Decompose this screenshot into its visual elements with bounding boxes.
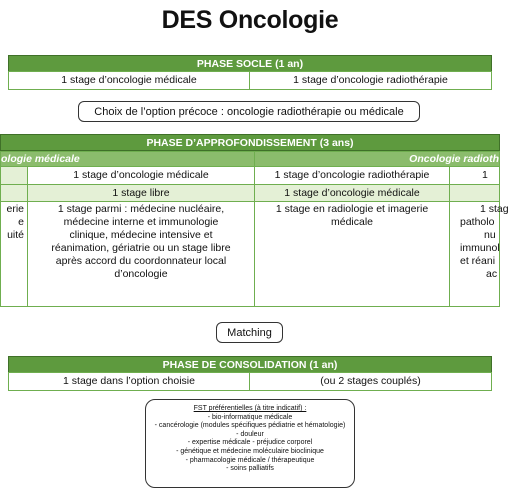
fst-box [145, 399, 355, 488]
left-stub-r3 [0, 201, 28, 307]
fst-item: - bio-informatique médicale [207, 413, 293, 421]
left-stub-r1 [0, 166, 28, 185]
right-stub-line: patholo [460, 216, 495, 228]
right-stub-line: nu [484, 229, 496, 241]
right-stub-line: ac [486, 268, 498, 280]
consolidation-stages-couples: (ou 2 stages couplés) [249, 372, 492, 391]
appro-med-choix-line: 1 stage parmi : médecine nucléaire, [57, 203, 225, 215]
appro-radio-stage-radiologie [254, 201, 450, 307]
subheader-oncologie-medicale-label: ologie médicale [1, 153, 80, 165]
appro-med-choix-line: clinique, médecine intensive et [69, 229, 213, 241]
appro-med-stage-libre: 1 stage libre [27, 184, 255, 202]
socle-stage-medicale: 1 stage d’oncologie médicale [8, 71, 250, 90]
matching-box: Matching [216, 322, 283, 343]
appro-radio-stage-radiotherapie: 1 stage d’oncologie radiothérapie [254, 166, 450, 185]
fst-item: - expertise médicale - préjudice corporel [187, 439, 313, 447]
subheader-oncologie-medicale [0, 151, 255, 167]
phase-approfondissement-header: PHASE D’APPROFONDISSEMENT (3 ans) [0, 134, 500, 151]
appro-radio-stage-oncologie-medicale: 1 stage d’oncologie médicale [254, 184, 450, 202]
appro-radio-radiologie-line: médicale [330, 216, 374, 228]
fst-item: - pharmacologie médicale / thérapeutique [185, 456, 315, 464]
left-stub-r2 [0, 184, 28, 202]
appro-med-choix-line: réanimation, gériatrie ou un stage libre [51, 242, 231, 254]
phase-consolidation-header: PHASE DE CONSOLIDATION (1 an) [8, 356, 492, 373]
appro-med-choix-line: d’oncologie [114, 268, 168, 280]
page-title: DES Oncologie [161, 6, 339, 34]
phase-socle-header: PHASE SOCLE (1 an) [8, 55, 492, 72]
appro-med-stage-oncologie: 1 stage d’oncologie médicale [27, 166, 255, 185]
appro-med-choix-line: après accord du coordonnateur local [55, 255, 227, 267]
fst-title: FST préférentielles (à titre indicatif) : [193, 405, 307, 412]
appro-med-stage-choix [27, 201, 255, 307]
right-stub-r1: 1 [449, 166, 500, 185]
right-stub-line: immunol [460, 242, 500, 254]
right-stub-line: 1 stag [480, 203, 509, 215]
socle-stage-radiotherapie: 1 stage d’oncologie radiothérapie [249, 71, 492, 90]
consolidation-stage-option: 1 stage dans l’option choisie [8, 372, 250, 391]
left-stub-line: e [18, 216, 24, 228]
fst-item: - douleur [236, 430, 264, 438]
left-stub-line: uité [7, 229, 24, 241]
subheader-oncologie-radiotherapie-label: Oncologie radioth [409, 153, 499, 165]
right-stub-line: et réani [460, 255, 496, 267]
right-stub-r3 [449, 201, 509, 307]
option-choice-box: Choix de l’option précoce : oncologie radiothérapie ou médicale [78, 101, 420, 122]
fst-item: - soins palliatifs [226, 465, 274, 473]
fst-item: - génétique et médecine moléculaire bioclinique [176, 447, 324, 455]
appro-radio-radiologie-line: 1 stage en radiologie et imagerie [275, 203, 429, 215]
appro-med-choix-line: médecine interne et immunologie [63, 216, 219, 228]
subheader-oncologie-radiotherapie [254, 151, 500, 167]
right-stub-r2 [449, 184, 500, 202]
left-stub-line: erie [6, 203, 24, 215]
fst-item: - cancérologie (modules spécifiques pédiatrie et hématologie) [154, 422, 346, 430]
